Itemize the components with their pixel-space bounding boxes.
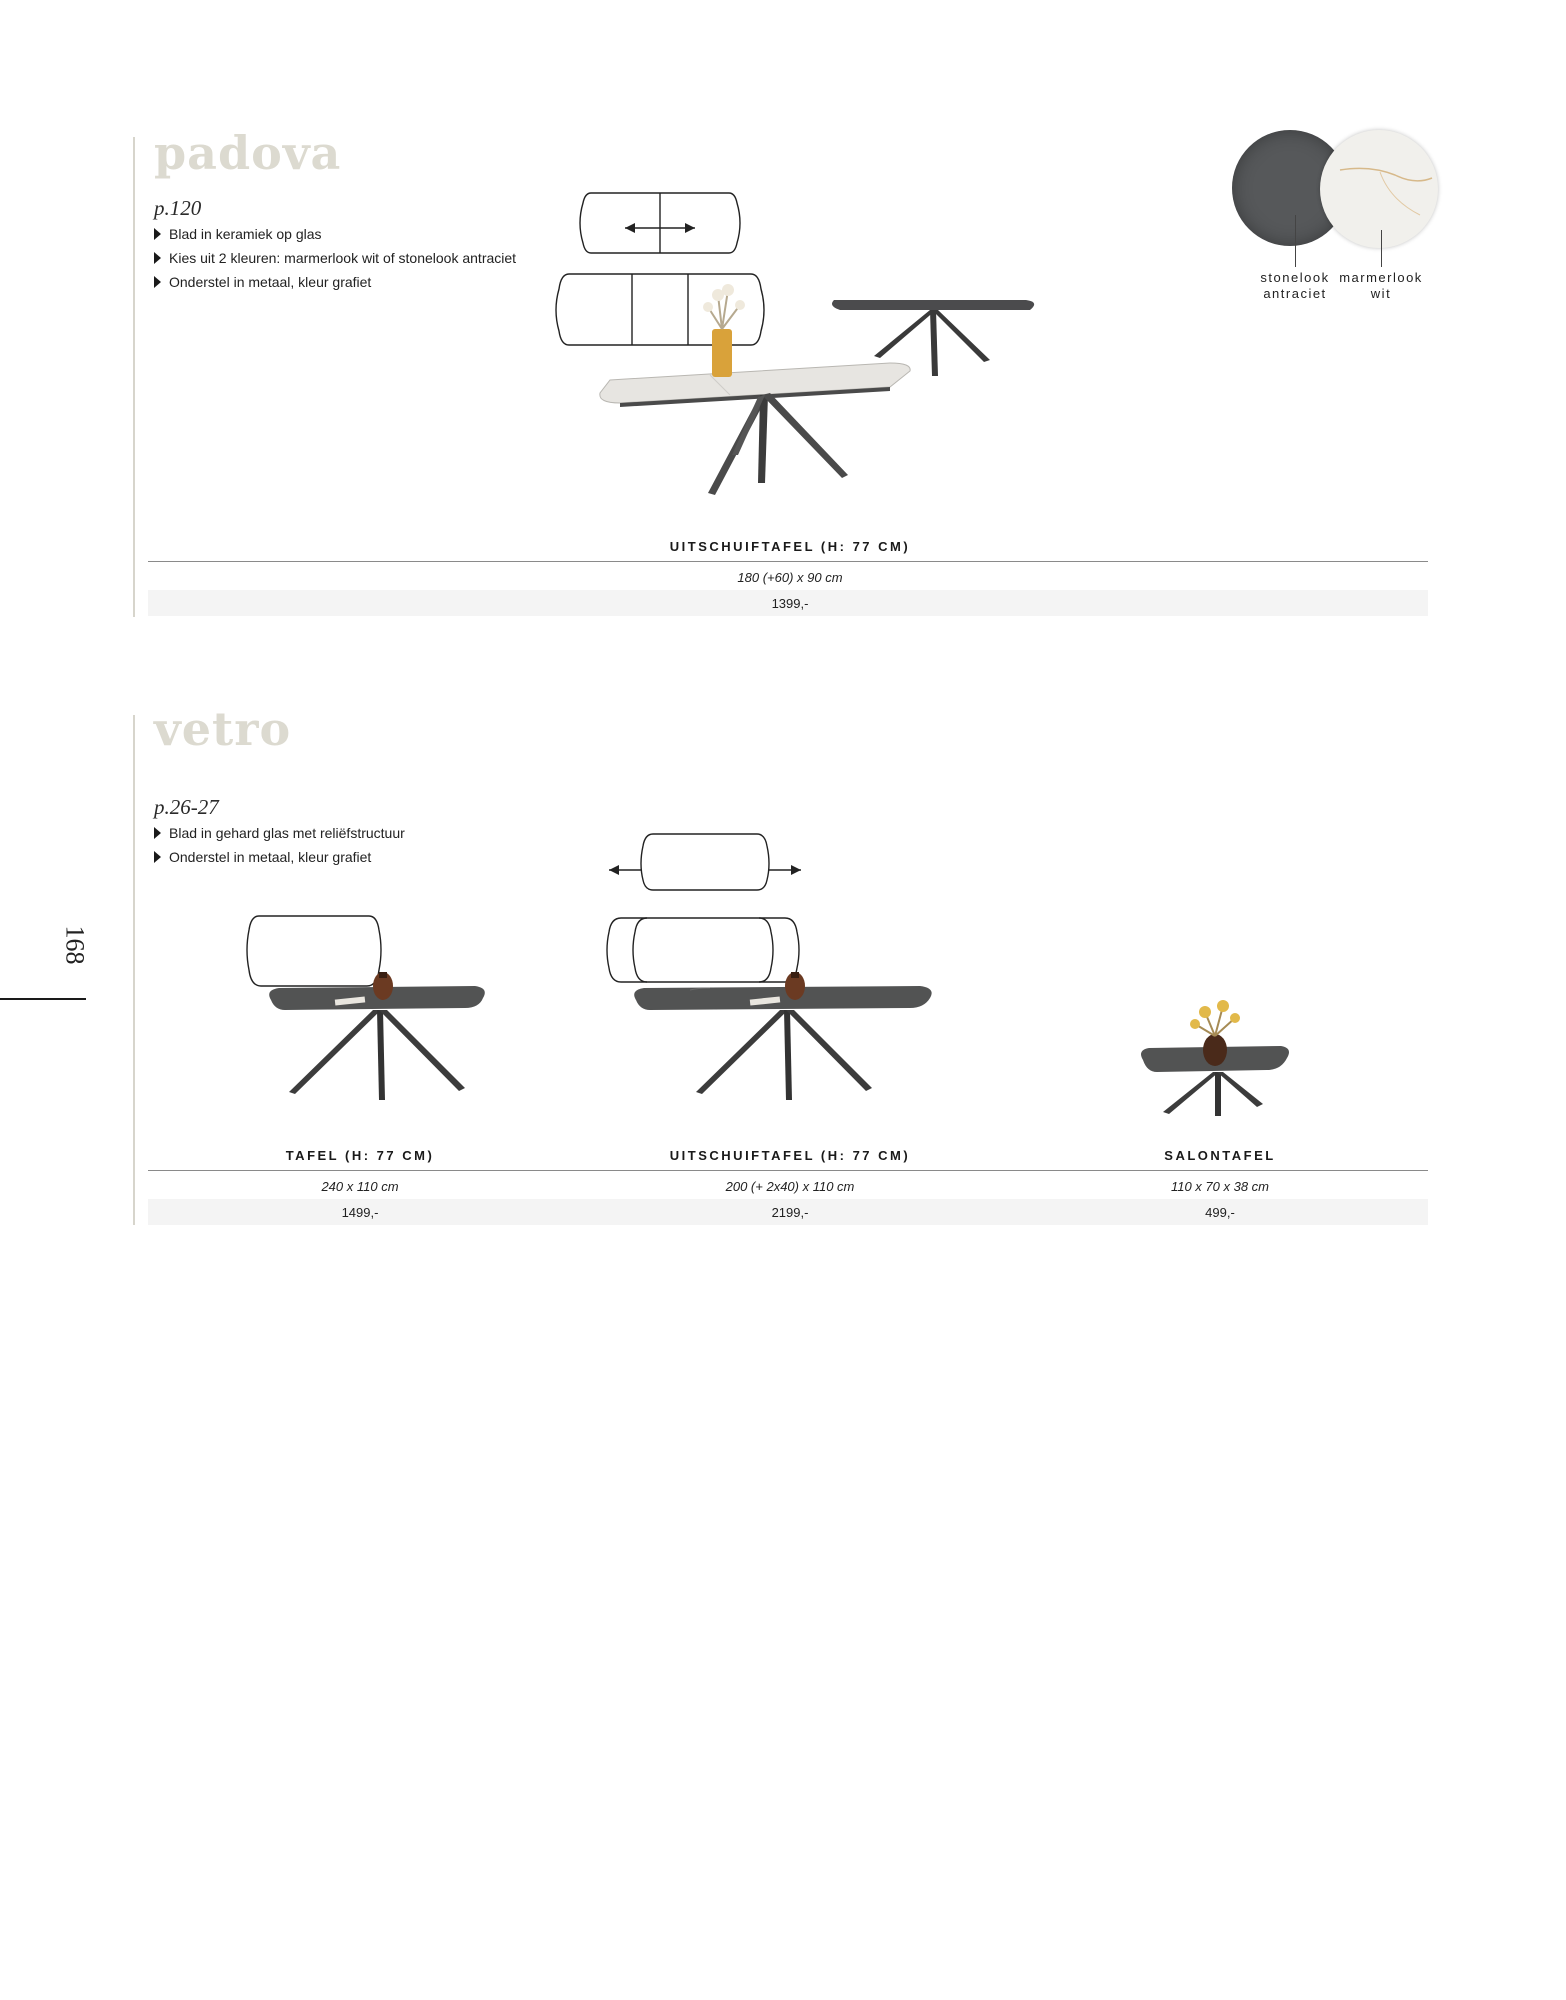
feature-item: Onderstel in metaal, kleur grafiet bbox=[154, 845, 405, 869]
bullet-arrow-icon bbox=[154, 228, 161, 240]
dimension-cell: 110 x 70 x 38 cm bbox=[1170, 1179, 1270, 1194]
table-image-vetro-uitschuiftafel bbox=[630, 968, 945, 1103]
bullet-arrow-icon bbox=[154, 851, 161, 863]
bullet-arrow-icon bbox=[154, 276, 161, 288]
table-image-vetro-salontafel bbox=[1135, 990, 1295, 1120]
dimension-cell: 240 x 110 cm bbox=[321, 1179, 399, 1194]
page-number: 168 bbox=[60, 925, 90, 965]
price-cell: 2199,- bbox=[771, 1205, 809, 1220]
price-cell: 1399,- bbox=[771, 596, 809, 611]
page-reference: p.26-27 bbox=[154, 795, 219, 819]
page-reference: p.120 bbox=[154, 196, 202, 220]
column-header: TAFEL (H: 77 CM) bbox=[285, 1148, 435, 1163]
feature-item: Blad in keramiek op glas bbox=[154, 222, 516, 246]
column-header: UITSCHUIFTAFEL (H: 77 CM) bbox=[669, 1148, 911, 1163]
section-title-vetro: vetro bbox=[154, 702, 292, 756]
dimension-cell: 180 (+60) x 90 cm bbox=[737, 570, 843, 585]
swatch-marmerlook-wit bbox=[1320, 130, 1438, 248]
section-title-padova: padova bbox=[154, 126, 342, 180]
page-number-rule bbox=[0, 998, 86, 1000]
bullet-arrow-icon bbox=[154, 252, 161, 264]
feature-list bbox=[154, 821, 405, 869]
column-header: SALONTAFEL bbox=[1164, 1148, 1276, 1163]
swatch-label-stonelook: stonelook antraciet bbox=[1260, 270, 1330, 301]
column-header: UITSCHUIFTAFEL (H: 77 CM) bbox=[669, 539, 911, 554]
bullet-arrow-icon bbox=[154, 827, 161, 839]
feature-list bbox=[154, 222, 516, 294]
swatch-label-marmerlook: marmerlook wit bbox=[1339, 270, 1423, 301]
price-cell: 1499,- bbox=[341, 1205, 379, 1220]
price-cell: 499,- bbox=[1205, 1205, 1235, 1220]
feature-item: Kies uit 2 kleuren: marmerlook wit of stonelook antraciet bbox=[154, 246, 516, 270]
dimension-cell: 200 (+ 2x40) x 110 cm bbox=[725, 1179, 855, 1194]
section-divider-vetro bbox=[133, 715, 135, 1225]
section-divider-padova bbox=[133, 137, 135, 617]
feature-item: Blad in gehard glas met reliëfstructuur bbox=[154, 821, 405, 845]
swatch-pointer-line bbox=[1381, 230, 1382, 267]
feature-item: Onderstel in metaal, kleur grafiet bbox=[154, 270, 516, 294]
table-rule bbox=[148, 561, 1428, 562]
marble-vein-icon bbox=[1320, 130, 1438, 248]
table-image-padova-dark bbox=[830, 292, 1040, 382]
swatch-pointer-line bbox=[1295, 215, 1296, 267]
table-rule bbox=[148, 1170, 1428, 1171]
table-image-vetro-tafel bbox=[265, 968, 495, 1103]
